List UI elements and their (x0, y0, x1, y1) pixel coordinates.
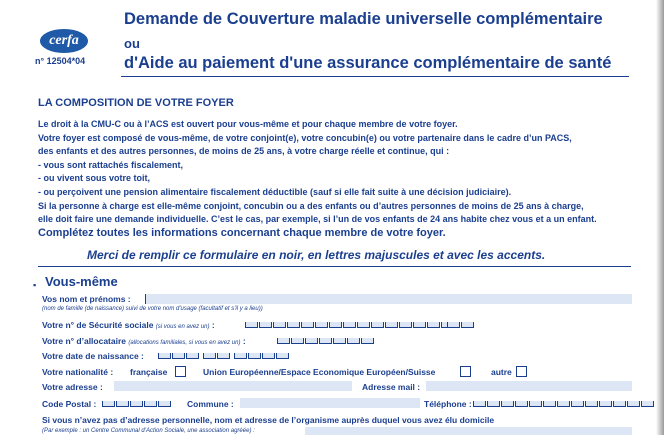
secu-label (42, 320, 215, 330)
email-label: Adresse mail : (362, 382, 421, 392)
instructions-paragraph (38, 118, 628, 227)
secu-separator: : (211, 320, 215, 330)
nationality-francaise-checkbox[interactable] (175, 366, 186, 377)
nationality-autre-label: autre (491, 367, 512, 377)
domicile-input[interactable] (305, 427, 632, 435)
section-title: LA COMPOSITION DE VOTRE FOYER (38, 97, 234, 109)
fill-instruction: Merci de remplir ce formulaire en noir, en lettres majuscules et avec les accents. (87, 248, 546, 262)
domicile-label: Si vous n’avez pas d’adresse personnelle, nom et adresse de l’organisme auprès duquel vous avez élu domicile (42, 415, 495, 425)
instruction-line: des enfants et des autres personnes, de moins de 25 ans, à votre charge réelle et continue, qui : (38, 146, 450, 157)
alloc-hint: (allocations familiales, si vous en avez un) (128, 340, 241, 346)
alloc-label-text: Votre n° d’allocataire (42, 336, 127, 346)
address-input[interactable] (114, 381, 352, 391)
nationality-ue-label: Union Européenne/Espace Economique Européen/Suisse (203, 367, 436, 377)
instruction-line: Si la personne à charge est elle-même conjoint, concubin ou a des enfants ou d’autres personnes de moins de 25 ans à charge, (38, 200, 584, 211)
complete-instruction: Complétez toutes les informations concernant chaque membre de votre foyer. (38, 227, 446, 239)
text-cursor (145, 294, 146, 304)
birthdate-label: Votre date de naissance : (42, 351, 144, 361)
cerfa-logo: cerfa (40, 29, 88, 53)
form-number: n° 12504*04 (35, 56, 86, 66)
birthdate-input[interactable] (158, 350, 290, 359)
commune-input[interactable] (240, 398, 420, 408)
vous-meme-heading: Vous-même (45, 274, 118, 289)
form-title-line2: d'Aide au paiement d'une assurance complémentaire de santé (124, 54, 612, 72)
page-edge-shadow (656, 0, 664, 435)
instruction-line: Votre foyer est composé de vous-même, de votre conjoint(e), votre concubin(e) ou votre partenaire dans le cadre d’un PACS, (38, 132, 572, 143)
address-label: Votre adresse : (42, 382, 103, 392)
phone-input[interactable] (473, 398, 655, 407)
phone-label: Téléphone : (424, 399, 472, 409)
name-hint: (nom de famille (de naissance) suivi de votre nom d'usage (facultatif et s'il y a lieu)) (42, 306, 263, 312)
section-bullet: ▪ (33, 280, 37, 290)
instruction-line: - ou perçoivent une pension alimentaire fiscalement déductible (sauf si elle fait suite à une décision judiciaire). (38, 186, 512, 197)
secu-hint: (si vous en avez un) (155, 324, 210, 330)
nationality-label: Votre nationalité : (42, 367, 114, 377)
nationality-autre-checkbox[interactable] (516, 366, 527, 377)
secu-number-input[interactable] (245, 319, 455, 328)
instruction-line: elle doit faire une demande individuelle. C’est le cas, par exemple, si l’un de vos enfants de 24 ans habite chez vous et a un enfant. (38, 214, 597, 225)
alloc-label (42, 336, 246, 346)
instruction-divider (38, 266, 631, 267)
name-label: Vos nom et prénoms : (42, 294, 131, 304)
nationality-francaise-label: française (130, 367, 168, 377)
commune-label: Commune : (187, 399, 234, 409)
alloc-number-input[interactable] (277, 335, 375, 344)
title-divider (121, 76, 629, 77)
nationality-ue-checkbox[interactable] (460, 366, 471, 377)
secu-key-input[interactable] (447, 319, 475, 328)
alloc-separator: : (242, 336, 246, 346)
instruction-line: - ou vivent sous votre toit, (38, 173, 151, 184)
name-input[interactable] (146, 294, 632, 304)
form-title-or: ou (124, 36, 140, 51)
form-title-line1: Demande de Couverture maladie universelle complémentaire (124, 10, 603, 28)
secu-label-text: Votre n° de Sécurité sociale (42, 320, 154, 330)
email-input[interactable] (426, 381, 632, 391)
postal-code-input[interactable] (102, 398, 172, 407)
domicile-hint: (Par exemple : un Centre Communal d’Action Sociale, une association agréée) : (42, 428, 255, 434)
instruction-line: - vous sont rattachés fiscalement, (38, 159, 184, 170)
instruction-line: Le droit à la CMU-C ou à l’ACS est ouvert pour vous-même et pour chaque membre de votre foyer. (38, 119, 458, 129)
postal-code-label: Code Postal : (42, 399, 97, 409)
